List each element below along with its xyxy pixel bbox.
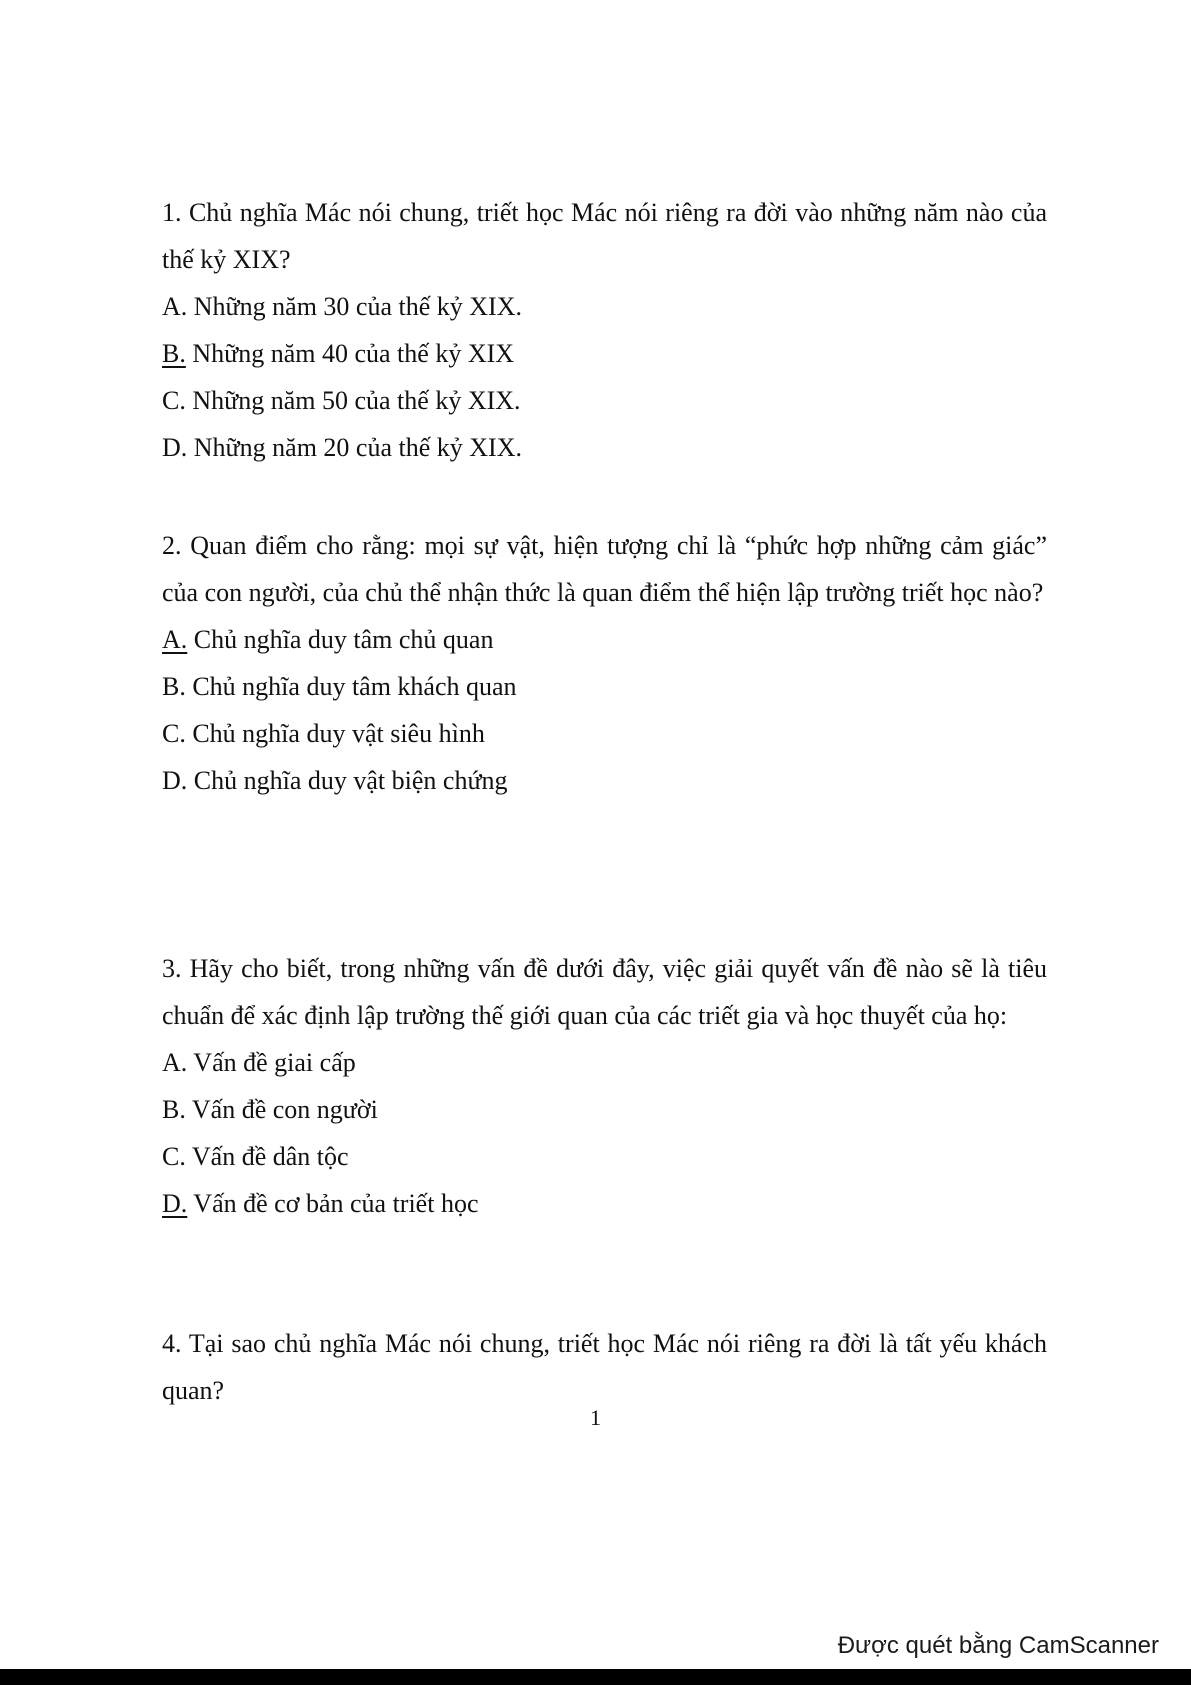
- question-1: [162, 189, 1047, 471]
- page-number: 1: [590, 1405, 601, 1430]
- option-text: Những năm 30 của thế kỷ XIX.: [187, 292, 522, 321]
- question-text: 4. Tại sao chủ nghĩa Mác nói chung, triết học Mác nói riêng ra đời là tất yếu khách quan?: [162, 1329, 1047, 1405]
- option-b: [162, 330, 1047, 377]
- option-c: [162, 377, 1047, 424]
- option-text: Những năm 20 của thế kỷ XIX.: [187, 433, 522, 462]
- option-a: [162, 1039, 1047, 1086]
- option-c: [162, 710, 1047, 757]
- option-d: [162, 1180, 1047, 1227]
- option-text: Những năm 40 của thế kỷ XIX: [185, 339, 515, 368]
- question-4: [162, 1320, 1047, 1414]
- option-a: [162, 616, 1047, 663]
- option-text: Chủ nghĩa duy tâm chủ quan: [187, 625, 494, 654]
- option-b: [162, 1086, 1047, 1133]
- option-letter-marked: B.: [162, 339, 186, 368]
- bottom-border: [0, 1669, 1191, 1685]
- question-text: 3. Hãy cho biết, trong những vấn đề dưới đây, việc giải quyết vấn đề nào sẽ là tiêu chuẩn để xác định lập trường thế giới quan của các triết gia và học thuyết của họ:: [162, 954, 1047, 1030]
- option-text: Chủ nghĩa duy tâm khách quan: [185, 672, 517, 701]
- option-letter-marked: D.: [162, 1189, 188, 1218]
- question-3: [162, 945, 1047, 1227]
- option-text: Vấn đề con người: [185, 1095, 378, 1124]
- option-letter: D.: [162, 433, 188, 462]
- option-letter: C.: [162, 1142, 186, 1171]
- option-text: Vấn đề cơ bản của triết học: [187, 1189, 479, 1218]
- option-letter: B.: [162, 1095, 186, 1124]
- option-letter: C.: [162, 719, 186, 748]
- option-text: Chủ nghĩa duy vật siêu hình: [185, 719, 485, 748]
- option-letter: D.: [162, 766, 188, 795]
- option-letter: B.: [162, 672, 186, 701]
- option-text: Vấn đề dân tộc: [185, 1142, 349, 1171]
- option-text: Những năm 50 của thế kỷ XIX.: [185, 386, 521, 415]
- scanner-watermark: Được quét bằng CamScanner: [837, 1632, 1159, 1659]
- option-letter: A.: [162, 1048, 188, 1077]
- option-letter: C.: [162, 386, 186, 415]
- option-c: [162, 1133, 1047, 1180]
- option-b: [162, 663, 1047, 710]
- option-text: Chủ nghĩa duy vật biện chứng: [187, 766, 508, 795]
- question-2: [162, 522, 1047, 804]
- option-a: [162, 283, 1047, 330]
- option-d: [162, 424, 1047, 471]
- option-letter: A.: [162, 292, 188, 321]
- question-text: 1. Chủ nghĩa Mác nói chung, triết học Mác nói riêng ra đời vào những năm nào của thế kỷ XIX?: [162, 198, 1047, 274]
- option-letter-marked: A.: [162, 625, 188, 654]
- option-d: [162, 757, 1047, 804]
- question-text: 2. Quan điểm cho rằng: mọi sự vật, hiện tượng chỉ là “phức hợp những cảm giác” của con người, của chủ thể nhận thức là quan điểm thể hiện lập trường triết học nào?: [162, 531, 1047, 607]
- option-text: Vấn đề giai cấp: [187, 1048, 356, 1077]
